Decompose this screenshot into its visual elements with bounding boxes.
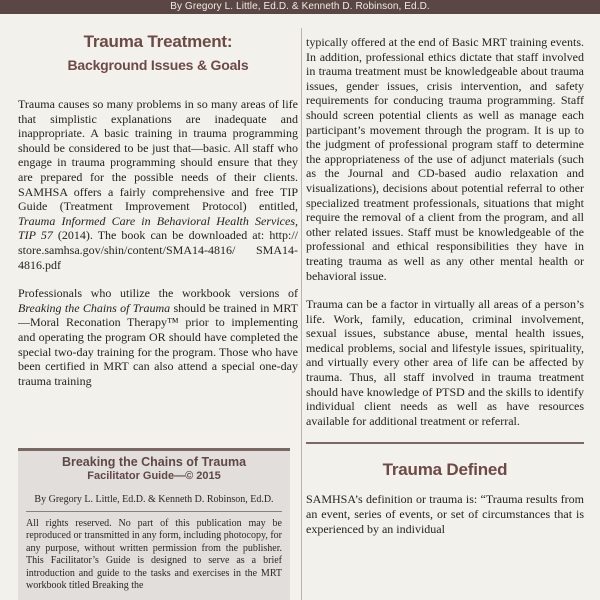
workbook-title: Breaking the Chains of Trauma bbox=[18, 300, 171, 315]
box-subtitle: Facilitator Guide—© 2015 bbox=[87, 470, 221, 482]
paragraph-5: SAMHSA’s definition or trauma is: “Trauma results from an event, series of events, or set of circumstances that is experienced by an individual bbox=[306, 492, 584, 536]
right-column bbox=[306, 14, 584, 600]
article-subtitle: Background Issues & Goals bbox=[67, 57, 249, 73]
column-divider bbox=[301, 28, 302, 600]
section-title-trauma-defined: Trauma Defined bbox=[382, 460, 508, 480]
paragraph-1: Trauma causes so many problems in so many areas of life that simplistic explanations are inadequate and inappropriate. A basic training in trauma programming should be considered to be just that—basic. All staff who engage in trauma programming should ensure that they are prepared for the possible needs of their clients. SAMHSA offers a fairly comprehensive and free TIP Guide (Treatment Improvement Protocol) entitled, Trauma Informed Care in Behavioral Health Services, TIP 57 (2014). The book can be downloaded at: http:// store.samhsa.gov/shin/content/SMA14-4816/ SMA14-4816.pdf bbox=[18, 97, 298, 272]
header-banner bbox=[0, 0, 600, 14]
paragraph-4: Trauma can be a factor in virtually all areas of a person’s life. Work, family, education, criminal involvement, sexual issues, substance abuse, mental health issues, medical problems, social and lifestyle issues, spirituality, and virtually every other area of life can be affected by trauma. Thus, all staff involved in trauma treatment should have knowledge of PTSD and the skills to identify individual client needs as well as have resources available for additional treatment or referral. bbox=[306, 297, 584, 428]
header-authors: By Gregory L. Little, Ed.D. & Kenneth D. Robinson, Ed.D. bbox=[170, 1, 430, 12]
facilitator-guide-box bbox=[18, 448, 290, 600]
paragraph-3: typically offered at the end of Basic MRT training events. In addition, professional ethics dictate that staff involved in trauma treatment must be knowledgeable about trauma issues, gender issues, crisis intervention, and safety requirements for conducing trauma programming. Staff should screen potential clients as well as manage each participant’s movement through the program. It is up to the judgment of professional program staff to determine the appropriateness of the use of adjunct materials (such as the Journal and CD-based audio relaxation and visualizations), decisions about potential referral to other specialized treatment professionals, situations that might require the removal of a client from the program, and all other related issues. Staff must be knowledgeable of the professional and ethical responsibilities they have in treating trauma as well as any other mental health or behavioral issue. bbox=[306, 35, 584, 283]
tip-title: Trauma Informed Care in Behavioral Health Services, TIP 57 bbox=[18, 213, 298, 243]
paragraph-2: Professionals who utilize the workbook versions of Breaking the Chains of Trauma should be trained in MRT—Moral Reconation Therapy™ prior to implementing and operating the program OR should have completed the special two-day training for the program. Those who have been certified in MRT can also attend a special one-day trauma training bbox=[18, 286, 298, 388]
left-column bbox=[18, 14, 298, 600]
article-title: Trauma Treatment: bbox=[83, 32, 233, 51]
box-authors: By Gregory L. Little, Ed.D. & Kenneth D. Robinson, Ed.D. bbox=[34, 494, 274, 505]
box-title: Breaking the Chains of Trauma bbox=[61, 455, 247, 469]
box-rights-text: All rights reserved. No part of this publication may be reproduced or transmitted in any form, including photocopy, for any purpose, without written permission from the publisher. This Facilitator’s Guide is designed to serve as a brief introduction and guide to the tasks and exercises in the MRT workbook titled Breaking the bbox=[26, 518, 282, 592]
box-divider bbox=[26, 511, 282, 512]
